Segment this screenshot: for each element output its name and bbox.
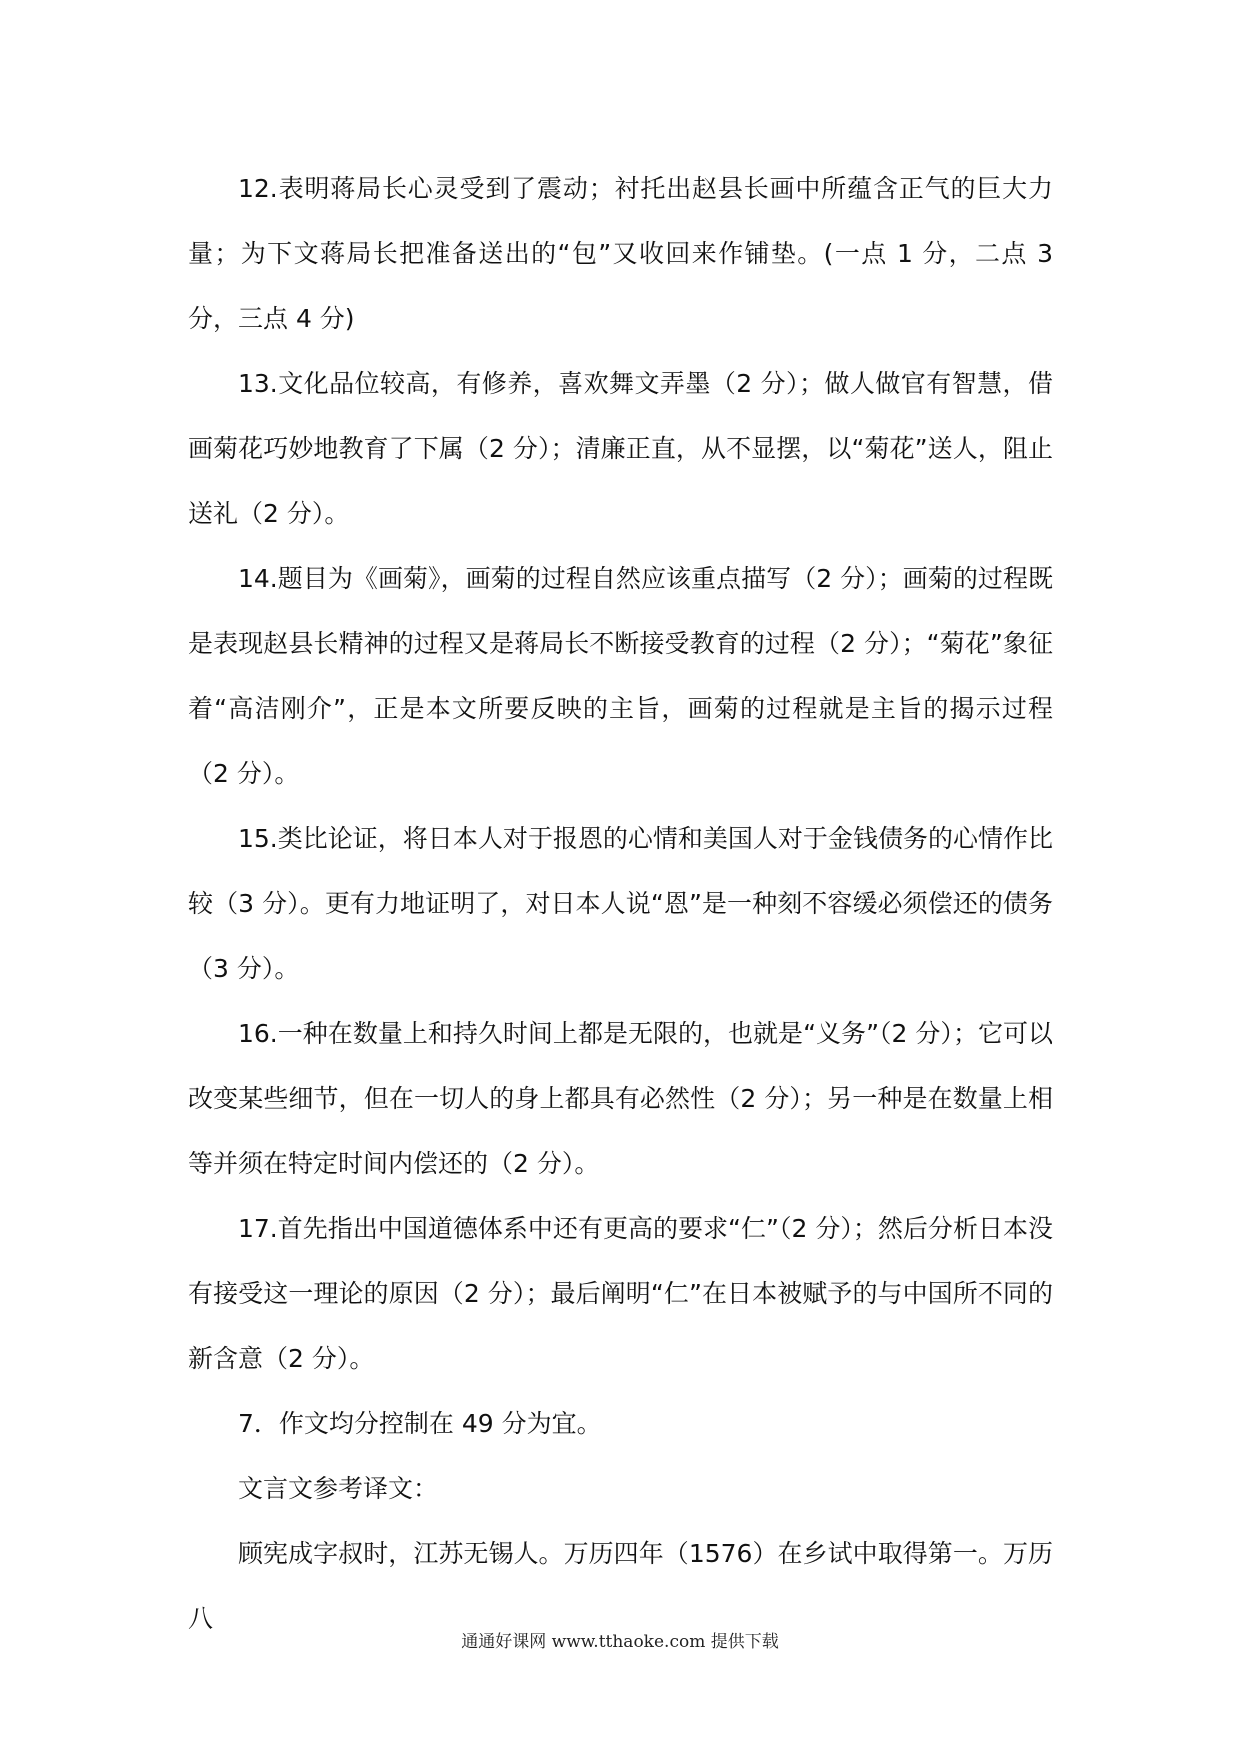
answer-17-paragraph: 17.首先指出中国道德体系中还有更高的要求“仁”（2 分）；然后分析日本没有接受这一理论的原因（2 分）；最后阐明“仁”在日本被赋予的与中国所不同的新含意（2 分）。 — [188, 1214, 1053, 1373]
answer-16-paragraph: 16.一种在数量上和持久时间上都是无限的，也就是“义务”（2 分）；它可以改变某些细节，但在一切人的身上都具有必然性（2 分）；另一种是在数量上相等并须在特定时间内偿还的（2 分）。 — [188, 1019, 1053, 1178]
answer-12-paragraph: 12.表明蒋局长心灵受到了震动；衬托出赵县长画中所蕴含正气的巨大力量；为下文蒋局长把准备送出的“包”又收回来作铺垫。(一点 1 分，二点 3 分，三点 4 分) — [188, 174, 1053, 333]
translation-text: 顾宪成字叔时，江苏无锡人。万历四年（1576）在乡试中取得第一。万历八 — [188, 1539, 1053, 1633]
answer-15-paragraph: 15.类比论证，将日本人对于报恩的心情和美国人对于金钱债务的心情作比较（3 分）。更有力地证明了，对日本人说“恩”是一种刻不容缓必须偿还的债务（3 分）。 — [188, 824, 1053, 983]
translation-heading: 文言文参考译文： — [238, 1474, 439, 1503]
answer-text-body — [188, 156, 1053, 1651]
answer-14-paragraph: 14.题目为《画菊》，画菊的过程自然应该重点描写（2 分）；画菊的过程既是表现赵县长精神的过程又是蒋局长不断接受教育的过程（2 分）；“菊花”象征着“高洁刚介”，正是本文所要反映的主旨，画菊的过程就是主旨的揭示过程（2 分）。 — [188, 564, 1053, 788]
answer-13-paragraph: 13.文化品位较高，有修养，喜欢舞文弄墨（2 分）；做人做官有智慧，借画菊花巧妙地教育了下属（2 分）；清廉正直，从不显摆，以“菊花”送人，阻止送礼（2 分）。 — [188, 369, 1053, 528]
page-footer: 通通好课网 www.tthaoke.com 提供下载 — [461, 1632, 779, 1652]
essay-score-note: 7．作文均分控制在 49 分为宜。 — [238, 1409, 602, 1438]
